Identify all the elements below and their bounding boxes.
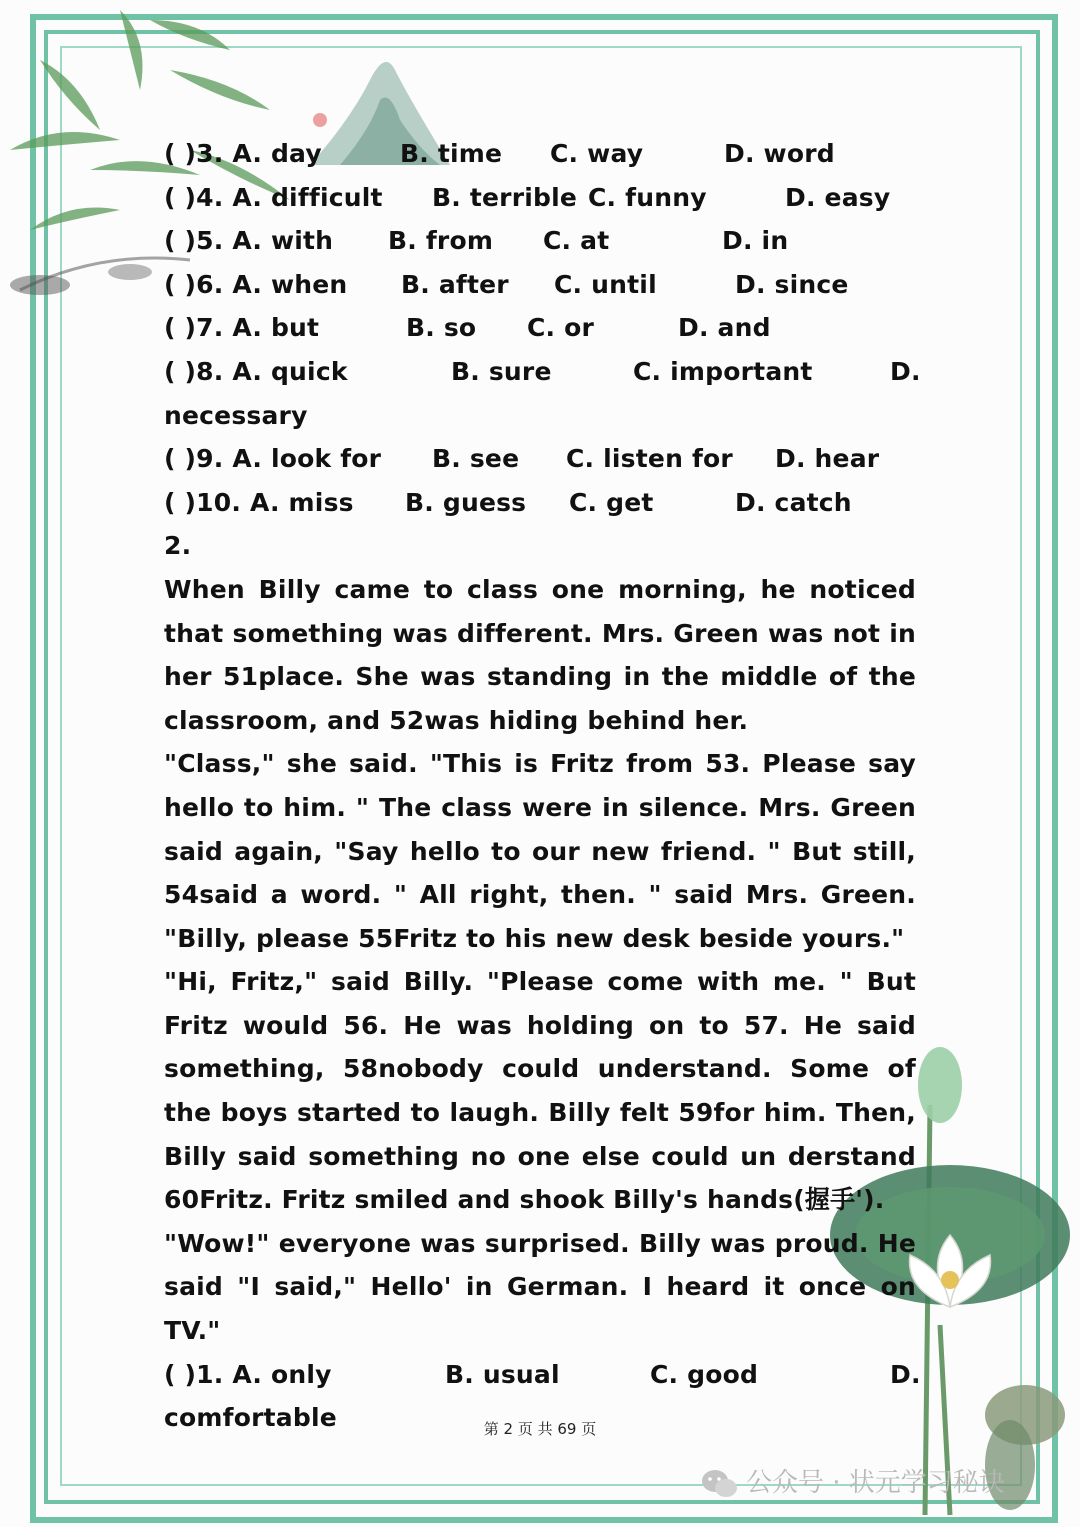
- exercise-content: [164, 132, 921, 1440]
- passage-paragraph: "Class," she said. "This is Fritz from 53. Please say hello to him. " The class were in silence. Mrs. Green said again, "Say hello to our new friend. " But still, 54said a word. " All right, then. " said Mrs. Green. "Billy, please 55Fritz to his new desk beside yours.": [164, 749, 916, 953]
- question-row: [164, 219, 916, 263]
- option-b: B. terrible: [432, 182, 578, 212]
- question-row: [164, 263, 916, 307]
- question-row: [164, 176, 916, 220]
- option-d: D. and: [678, 313, 771, 343]
- watermark: [700, 1462, 1005, 1500]
- option-d: D. catch: [735, 487, 852, 517]
- option-d: D. easy: [785, 182, 891, 212]
- question-row: [164, 481, 916, 525]
- option-b: B. so: [406, 313, 477, 343]
- option-b: B. see: [432, 444, 520, 474]
- option-d: D. word: [724, 139, 835, 168]
- option-b: B. guess: [405, 487, 527, 517]
- option-b: B. usual: [445, 1359, 560, 1389]
- question-number-option-a: ( )10. A. miss: [164, 487, 354, 517]
- question-row: [164, 132, 916, 176]
- passage-paragraph: "Wow!" everyone was surprised. Billy was proud. He said "I said," Hello' in German. I heard it once on TV.": [164, 1228, 916, 1346]
- question-number-option-a: ( )6. A. when: [164, 269, 348, 299]
- option-d: D. hear: [775, 444, 880, 474]
- section-number: 2.: [164, 531, 192, 561]
- option-d: D. in: [722, 226, 789, 256]
- option-d-continuation: necessary: [164, 400, 308, 430]
- option-c: C. listen for: [566, 444, 733, 474]
- option-c: C. funny: [588, 182, 707, 212]
- passage-paragraph: When Billy came to class one morning, he noticed that something was different. Mrs. Green was not in her 51place. She was standing in the middle of the classroom, and 52was hiding behind her.: [164, 574, 916, 735]
- option-b: B. time: [400, 139, 503, 168]
- watermark-text: 公众号 · 状元学习秘诀: [746, 1468, 1005, 1498]
- option-d-continuation: comfortable: [164, 1403, 337, 1433]
- option-d: D.: [890, 1359, 921, 1389]
- option-d: D. since: [735, 269, 849, 299]
- question-number-option-a: ( )1. A. only: [164, 1359, 332, 1389]
- question-number-option-a: ( )8. A. quick: [164, 356, 348, 386]
- option-c: C. good: [650, 1359, 759, 1389]
- question-row: [164, 306, 916, 350]
- question-number-option-a: ( )7. A. but: [164, 313, 320, 343]
- option-c: C. get: [569, 487, 654, 517]
- option-b: B. sure: [451, 356, 552, 386]
- passage-paragraph: "Hi, Fritz," said Billy. "Please come with me. " But Fritz would 56. He was holding on to 57. He said something, 58nobody could understand. Some of the boys started to laugh. Billy felt 59for him. Then, Billy said something no one else could un derstand 60Fritz. Fritz smiled and shook Billy's hands(握手').: [164, 967, 916, 1215]
- page-number: 第 2 页 共 69 页: [483, 1420, 597, 1438]
- option-c: C. important: [633, 356, 813, 386]
- option-b: B. after: [401, 269, 509, 299]
- option-c: C. until: [554, 269, 657, 299]
- question-number-option-a: ( )9. A. look for: [164, 444, 382, 474]
- option-d: D.: [890, 356, 921, 386]
- wechat-icon: [700, 1468, 740, 1500]
- question-number-option-a: ( )5. A. with: [164, 226, 334, 256]
- option-c: C. or: [527, 313, 595, 343]
- option-c: C. way: [550, 139, 644, 168]
- question-number-option-a: ( )3. A. day: [164, 139, 322, 168]
- option-b: B. from: [388, 226, 494, 256]
- option-c: C. at: [543, 226, 610, 256]
- question-row: [164, 350, 921, 394]
- question-number-option-a: ( )4. A. difficult: [164, 182, 383, 212]
- question-row: [164, 1353, 921, 1397]
- question-row: [164, 437, 916, 481]
